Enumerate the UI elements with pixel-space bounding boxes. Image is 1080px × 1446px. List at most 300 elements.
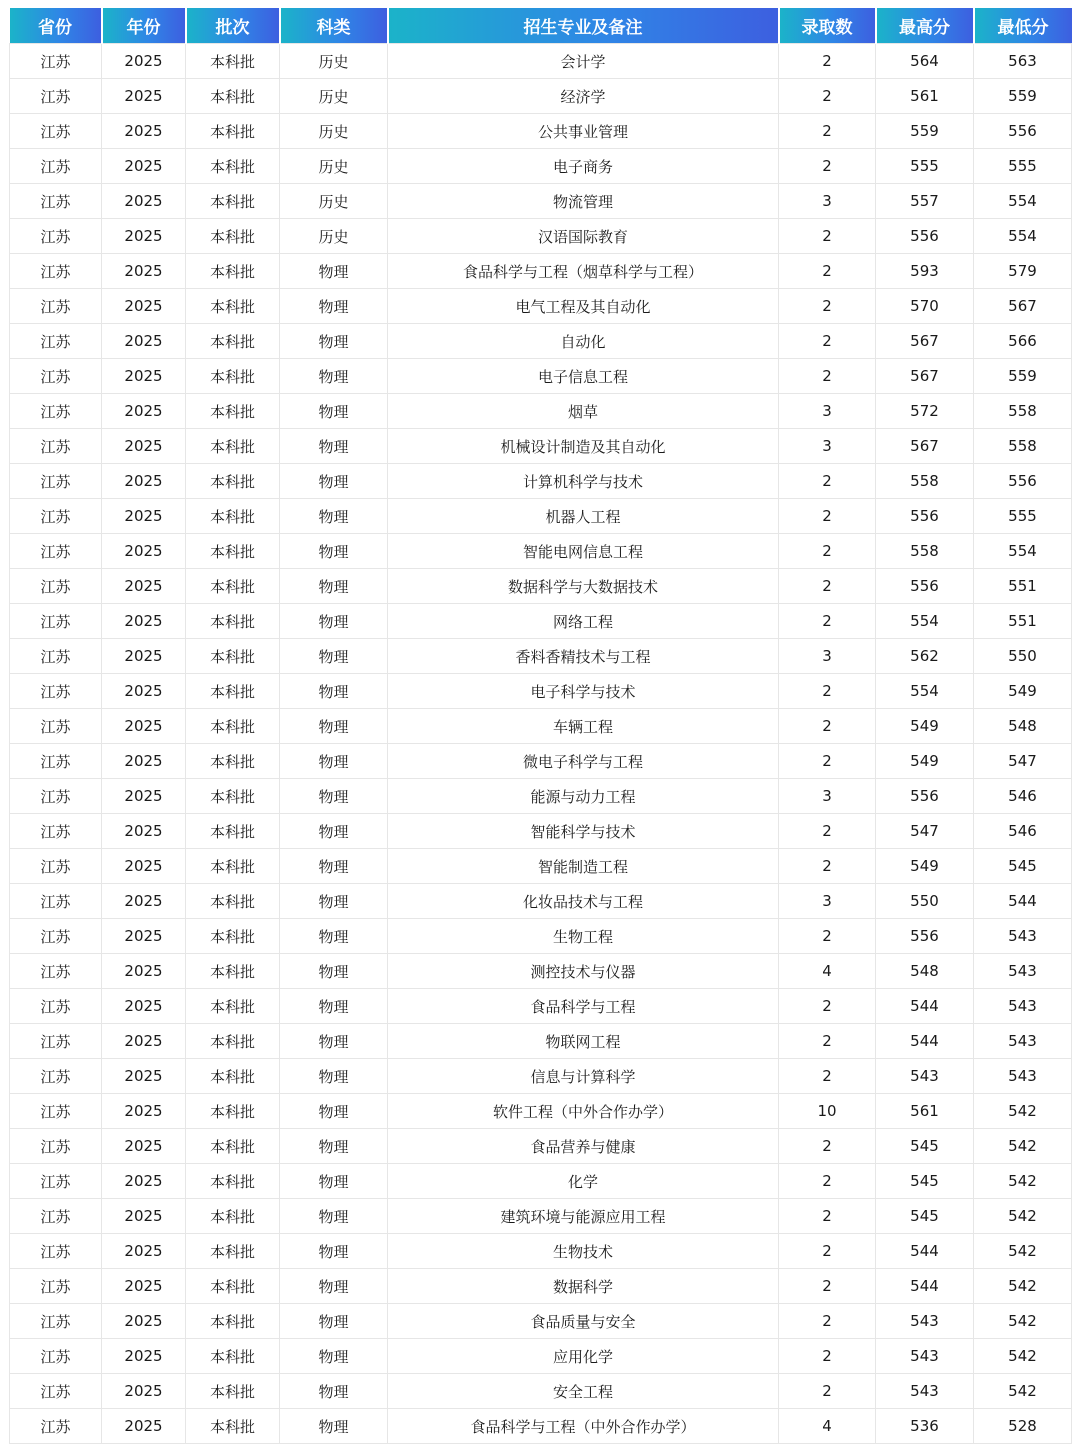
table-row <box>10 289 1072 324</box>
cell-min-score: 546 <box>974 814 1072 849</box>
cell-year: 2025 <box>102 324 186 359</box>
cell-batch: 本科批 <box>186 1094 280 1129</box>
cell-min-score: 559 <box>974 359 1072 394</box>
table-row <box>10 1409 1072 1444</box>
cell-subject: 物理 <box>280 989 388 1024</box>
cell-subject: 物理 <box>280 429 388 464</box>
cell-admitted: 2 <box>779 79 876 114</box>
cell-admitted: 4 <box>779 954 876 989</box>
cell-admitted: 2 <box>779 149 876 184</box>
cell-min-score: 542 <box>974 1339 1072 1374</box>
cell-subject: 物理 <box>280 324 388 359</box>
cell-max-score: 570 <box>876 289 974 324</box>
cell-province: 江苏 <box>10 1269 102 1304</box>
cell-admitted: 2 <box>779 1374 876 1409</box>
cell-max-score: 558 <box>876 534 974 569</box>
cell-province: 江苏 <box>10 394 102 429</box>
cell-max-score: 536 <box>876 1409 974 1444</box>
cell-subject: 物理 <box>280 569 388 604</box>
table-row <box>10 464 1072 499</box>
cell-admitted: 10 <box>779 1094 876 1129</box>
cell-max-score: 557 <box>876 184 974 219</box>
cell-min-score: 543 <box>974 919 1072 954</box>
cell-admitted: 2 <box>779 289 876 324</box>
cell-year: 2025 <box>102 1059 186 1094</box>
cell-subject: 物理 <box>280 1234 388 1269</box>
cell-province: 江苏 <box>10 814 102 849</box>
cell-subject: 物理 <box>280 289 388 324</box>
table-row <box>10 1374 1072 1409</box>
cell-province: 江苏 <box>10 954 102 989</box>
cell-min-score: 554 <box>974 184 1072 219</box>
cell-max-score: 556 <box>876 569 974 604</box>
cell-province: 江苏 <box>10 1129 102 1164</box>
cell-max-score: 559 <box>876 114 974 149</box>
table-row <box>10 919 1072 954</box>
cell-subject: 物理 <box>280 884 388 919</box>
cell-max-score: 545 <box>876 1129 974 1164</box>
cell-batch: 本科批 <box>186 149 280 184</box>
cell-max-score: 554 <box>876 674 974 709</box>
cell-subject: 物理 <box>280 1094 388 1129</box>
cell-province: 江苏 <box>10 1164 102 1199</box>
cell-province: 江苏 <box>10 359 102 394</box>
table-row <box>10 1059 1072 1094</box>
cell-min-score: 549 <box>974 674 1072 709</box>
cell-min-score: 556 <box>974 114 1072 149</box>
cell-year: 2025 <box>102 989 186 1024</box>
cell-province: 江苏 <box>10 44 102 79</box>
cell-min-score: 555 <box>974 149 1072 184</box>
header-major: 招生专业及备注 <box>388 8 779 44</box>
cell-admitted: 2 <box>779 1129 876 1164</box>
cell-batch: 本科批 <box>186 779 280 814</box>
cell-province: 江苏 <box>10 289 102 324</box>
cell-major: 智能制造工程 <box>388 849 779 884</box>
cell-min-score: 542 <box>974 1269 1072 1304</box>
cell-admitted: 3 <box>779 779 876 814</box>
cell-year: 2025 <box>102 464 186 499</box>
cell-max-score: 572 <box>876 394 974 429</box>
cell-batch: 本科批 <box>186 254 280 289</box>
cell-max-score: 556 <box>876 779 974 814</box>
cell-major: 物联网工程 <box>388 1024 779 1059</box>
cell-major: 食品营养与健康 <box>388 1129 779 1164</box>
cell-subject: 历史 <box>280 44 388 79</box>
table-row <box>10 359 1072 394</box>
cell-province: 江苏 <box>10 464 102 499</box>
cell-admitted: 2 <box>779 744 876 779</box>
cell-province: 江苏 <box>10 1024 102 1059</box>
cell-major: 香料香精技术与工程 <box>388 639 779 674</box>
cell-min-score: 558 <box>974 394 1072 429</box>
cell-subject: 历史 <box>280 219 388 254</box>
cell-province: 江苏 <box>10 429 102 464</box>
cell-min-score: 554 <box>974 219 1072 254</box>
cell-batch: 本科批 <box>186 639 280 674</box>
cell-min-score: 548 <box>974 709 1072 744</box>
cell-province: 江苏 <box>10 324 102 359</box>
cell-major: 应用化学 <box>388 1339 779 1374</box>
cell-subject: 物理 <box>280 534 388 569</box>
cell-year: 2025 <box>102 709 186 744</box>
table-row <box>10 954 1072 989</box>
cell-min-score: 543 <box>974 1024 1072 1059</box>
cell-batch: 本科批 <box>186 884 280 919</box>
cell-year: 2025 <box>102 1409 186 1444</box>
cell-max-score: 545 <box>876 1164 974 1199</box>
cell-year: 2025 <box>102 569 186 604</box>
cell-major: 会计学 <box>388 44 779 79</box>
cell-batch: 本科批 <box>186 44 280 79</box>
cell-subject: 物理 <box>280 1304 388 1339</box>
cell-year: 2025 <box>102 44 186 79</box>
cell-subject: 物理 <box>280 709 388 744</box>
cell-batch: 本科批 <box>186 1199 280 1234</box>
cell-admitted: 2 <box>779 1269 876 1304</box>
cell-max-score: 567 <box>876 359 974 394</box>
cell-subject: 物理 <box>280 499 388 534</box>
cell-province: 江苏 <box>10 184 102 219</box>
cell-major: 机械设计制造及其自动化 <box>388 429 779 464</box>
table-row <box>10 674 1072 709</box>
table-row <box>10 254 1072 289</box>
header-subject: 科类 <box>280 8 388 44</box>
cell-major: 食品科学与工程（烟草科学与工程） <box>388 254 779 289</box>
cell-subject: 物理 <box>280 674 388 709</box>
cell-min-score: 546 <box>974 779 1072 814</box>
table-row <box>10 1164 1072 1199</box>
table-row <box>10 744 1072 779</box>
cell-subject: 物理 <box>280 849 388 884</box>
cell-year: 2025 <box>102 429 186 464</box>
cell-year: 2025 <box>102 114 186 149</box>
header-min-score: 最低分 <box>974 8 1072 44</box>
cell-province: 江苏 <box>10 1339 102 1374</box>
cell-year: 2025 <box>102 604 186 639</box>
cell-province: 江苏 <box>10 114 102 149</box>
cell-max-score: 567 <box>876 429 974 464</box>
cell-subject: 历史 <box>280 79 388 114</box>
cell-max-score: 567 <box>876 324 974 359</box>
table-header <box>10 8 1072 44</box>
cell-province: 江苏 <box>10 989 102 1024</box>
cell-province: 江苏 <box>10 779 102 814</box>
cell-major: 食品科学与工程 <box>388 989 779 1024</box>
cell-admitted: 4 <box>779 1409 876 1444</box>
cell-subject: 物理 <box>280 954 388 989</box>
cell-batch: 本科批 <box>186 499 280 534</box>
cell-max-score: 593 <box>876 254 974 289</box>
cell-batch: 本科批 <box>186 849 280 884</box>
cell-min-score: 543 <box>974 1059 1072 1094</box>
cell-province: 江苏 <box>10 639 102 674</box>
cell-subject: 物理 <box>280 1409 388 1444</box>
cell-province: 江苏 <box>10 1304 102 1339</box>
cell-province: 江苏 <box>10 709 102 744</box>
table-row <box>10 394 1072 429</box>
cell-major: 能源与动力工程 <box>388 779 779 814</box>
cell-max-score: 561 <box>876 1094 974 1129</box>
cell-admitted: 2 <box>779 709 876 744</box>
cell-max-score: 544 <box>876 1269 974 1304</box>
cell-batch: 本科批 <box>186 1234 280 1269</box>
cell-admitted: 2 <box>779 534 876 569</box>
table-row <box>10 79 1072 114</box>
cell-major: 汉语国际教育 <box>388 219 779 254</box>
cell-batch: 本科批 <box>186 394 280 429</box>
cell-min-score: 558 <box>974 429 1072 464</box>
cell-major: 生物技术 <box>388 1234 779 1269</box>
cell-admitted: 3 <box>779 639 876 674</box>
cell-batch: 本科批 <box>186 429 280 464</box>
table-row <box>10 1269 1072 1304</box>
cell-year: 2025 <box>102 1199 186 1234</box>
cell-province: 江苏 <box>10 1094 102 1129</box>
cell-min-score: 542 <box>974 1234 1072 1269</box>
cell-max-score: 545 <box>876 1199 974 1234</box>
cell-min-score: 528 <box>974 1409 1072 1444</box>
cell-batch: 本科批 <box>186 569 280 604</box>
table-row <box>10 149 1072 184</box>
cell-province: 江苏 <box>10 744 102 779</box>
cell-province: 江苏 <box>10 79 102 114</box>
cell-subject: 物理 <box>280 1269 388 1304</box>
cell-year: 2025 <box>102 1094 186 1129</box>
cell-major: 电气工程及其自动化 <box>388 289 779 324</box>
cell-province: 江苏 <box>10 1409 102 1444</box>
cell-subject: 物理 <box>280 1059 388 1094</box>
cell-year: 2025 <box>102 884 186 919</box>
cell-year: 2025 <box>102 499 186 534</box>
cell-year: 2025 <box>102 954 186 989</box>
cell-admitted: 2 <box>779 1164 876 1199</box>
cell-year: 2025 <box>102 1164 186 1199</box>
cell-year: 2025 <box>102 1129 186 1164</box>
cell-max-score: 556 <box>876 219 974 254</box>
cell-admitted: 2 <box>779 1199 876 1234</box>
cell-admitted: 2 <box>779 674 876 709</box>
cell-year: 2025 <box>102 1234 186 1269</box>
cell-admitted: 2 <box>779 814 876 849</box>
cell-major: 自动化 <box>388 324 779 359</box>
cell-admitted: 2 <box>779 849 876 884</box>
cell-batch: 本科批 <box>186 1374 280 1409</box>
cell-batch: 本科批 <box>186 744 280 779</box>
cell-year: 2025 <box>102 919 186 954</box>
cell-batch: 本科批 <box>186 1059 280 1094</box>
cell-admitted: 2 <box>779 1059 876 1094</box>
cell-province: 江苏 <box>10 674 102 709</box>
cell-major: 智能科学与技术 <box>388 814 779 849</box>
cell-admitted: 2 <box>779 44 876 79</box>
cell-major: 软件工程（中外合作办学） <box>388 1094 779 1129</box>
cell-subject: 物理 <box>280 1199 388 1234</box>
cell-min-score: 579 <box>974 254 1072 289</box>
cell-batch: 本科批 <box>186 814 280 849</box>
cell-batch: 本科批 <box>186 1304 280 1339</box>
cell-major: 烟草 <box>388 394 779 429</box>
cell-max-score: 549 <box>876 744 974 779</box>
cell-major: 微电子科学与工程 <box>388 744 779 779</box>
cell-min-score: 545 <box>974 849 1072 884</box>
cell-subject: 物理 <box>280 639 388 674</box>
cell-major: 生物工程 <box>388 919 779 954</box>
table-row <box>10 499 1072 534</box>
cell-batch: 本科批 <box>186 289 280 324</box>
header-province: 省份 <box>10 8 102 44</box>
cell-batch: 本科批 <box>186 79 280 114</box>
cell-batch: 本科批 <box>186 1409 280 1444</box>
cell-max-score: 544 <box>876 1024 974 1059</box>
cell-admitted: 2 <box>779 254 876 289</box>
cell-year: 2025 <box>102 534 186 569</box>
cell-province: 江苏 <box>10 604 102 639</box>
table-row <box>10 779 1072 814</box>
cell-subject: 物理 <box>280 254 388 289</box>
table-row <box>10 324 1072 359</box>
cell-batch: 本科批 <box>186 324 280 359</box>
cell-batch: 本科批 <box>186 919 280 954</box>
cell-year: 2025 <box>102 1304 186 1339</box>
cell-admitted: 2 <box>779 1234 876 1269</box>
cell-min-score: 542 <box>974 1094 1072 1129</box>
cell-batch: 本科批 <box>186 534 280 569</box>
cell-batch: 本科批 <box>186 1024 280 1059</box>
cell-max-score: 549 <box>876 709 974 744</box>
cell-subject: 历史 <box>280 149 388 184</box>
table-row <box>10 569 1072 604</box>
cell-batch: 本科批 <box>186 219 280 254</box>
admission-table-container <box>9 8 1071 1444</box>
cell-min-score: 544 <box>974 884 1072 919</box>
cell-admitted: 2 <box>779 919 876 954</box>
cell-province: 江苏 <box>10 534 102 569</box>
cell-subject: 物理 <box>280 1374 388 1409</box>
cell-max-score: 556 <box>876 919 974 954</box>
cell-subject: 物理 <box>280 1129 388 1164</box>
header-row <box>10 8 1072 44</box>
cell-year: 2025 <box>102 359 186 394</box>
table-body <box>10 44 1072 1444</box>
cell-major: 车辆工程 <box>388 709 779 744</box>
cell-year: 2025 <box>102 1339 186 1374</box>
cell-batch: 本科批 <box>186 989 280 1024</box>
cell-year: 2025 <box>102 184 186 219</box>
cell-province: 江苏 <box>10 569 102 604</box>
cell-year: 2025 <box>102 289 186 324</box>
cell-batch: 本科批 <box>186 114 280 149</box>
cell-batch: 本科批 <box>186 359 280 394</box>
cell-max-score: 561 <box>876 79 974 114</box>
cell-min-score: 555 <box>974 499 1072 534</box>
table-row <box>10 1024 1072 1059</box>
cell-max-score: 543 <box>876 1059 974 1094</box>
cell-year: 2025 <box>102 149 186 184</box>
table-row <box>10 639 1072 674</box>
cell-year: 2025 <box>102 779 186 814</box>
cell-year: 2025 <box>102 744 186 779</box>
cell-year: 2025 <box>102 674 186 709</box>
table-row <box>10 1199 1072 1234</box>
cell-admitted: 3 <box>779 184 876 219</box>
cell-max-score: 558 <box>876 464 974 499</box>
cell-min-score: 550 <box>974 639 1072 674</box>
cell-max-score: 554 <box>876 604 974 639</box>
cell-batch: 本科批 <box>186 1339 280 1374</box>
cell-province: 江苏 <box>10 254 102 289</box>
cell-max-score: 555 <box>876 149 974 184</box>
cell-major: 建筑环境与能源应用工程 <box>388 1199 779 1234</box>
cell-admitted: 3 <box>779 394 876 429</box>
table-row <box>10 1304 1072 1339</box>
cell-batch: 本科批 <box>186 1164 280 1199</box>
cell-major: 网络工程 <box>388 604 779 639</box>
table-row <box>10 604 1072 639</box>
cell-admitted: 2 <box>779 114 876 149</box>
cell-batch: 本科批 <box>186 184 280 219</box>
cell-min-score: 567 <box>974 289 1072 324</box>
cell-subject: 物理 <box>280 1339 388 1374</box>
cell-min-score: 551 <box>974 604 1072 639</box>
cell-batch: 本科批 <box>186 709 280 744</box>
cell-province: 江苏 <box>10 499 102 534</box>
cell-major: 化学 <box>388 1164 779 1199</box>
cell-subject: 物理 <box>280 814 388 849</box>
cell-subject: 物理 <box>280 359 388 394</box>
header-year: 年份 <box>102 8 186 44</box>
cell-major: 安全工程 <box>388 1374 779 1409</box>
cell-min-score: 551 <box>974 569 1072 604</box>
cell-subject: 物理 <box>280 1024 388 1059</box>
cell-subject: 物理 <box>280 919 388 954</box>
cell-min-score: 556 <box>974 464 1072 499</box>
cell-max-score: 543 <box>876 1304 974 1339</box>
cell-year: 2025 <box>102 814 186 849</box>
cell-province: 江苏 <box>10 1374 102 1409</box>
cell-major: 数据科学与大数据技术 <box>388 569 779 604</box>
cell-subject: 物理 <box>280 779 388 814</box>
cell-admitted: 3 <box>779 429 876 464</box>
table-row <box>10 1339 1072 1374</box>
table-row <box>10 1129 1072 1164</box>
cell-major: 公共事业管理 <box>388 114 779 149</box>
cell-major: 化妆品技术与工程 <box>388 884 779 919</box>
cell-province: 江苏 <box>10 149 102 184</box>
cell-max-score: 550 <box>876 884 974 919</box>
cell-year: 2025 <box>102 219 186 254</box>
cell-province: 江苏 <box>10 884 102 919</box>
cell-batch: 本科批 <box>186 1269 280 1304</box>
cell-subject: 物理 <box>280 394 388 429</box>
cell-min-score: 559 <box>974 79 1072 114</box>
cell-subject: 物理 <box>280 744 388 779</box>
table-row <box>10 709 1072 744</box>
cell-subject: 物理 <box>280 464 388 499</box>
cell-max-score: 548 <box>876 954 974 989</box>
cell-min-score: 542 <box>974 1304 1072 1339</box>
cell-max-score: 544 <box>876 989 974 1024</box>
cell-min-score: 542 <box>974 1199 1072 1234</box>
cell-admitted: 2 <box>779 604 876 639</box>
cell-year: 2025 <box>102 254 186 289</box>
cell-major: 电子商务 <box>388 149 779 184</box>
cell-admitted: 2 <box>779 989 876 1024</box>
cell-subject: 历史 <box>280 114 388 149</box>
cell-admitted: 2 <box>779 499 876 534</box>
table-row <box>10 989 1072 1024</box>
cell-subject: 物理 <box>280 1164 388 1199</box>
